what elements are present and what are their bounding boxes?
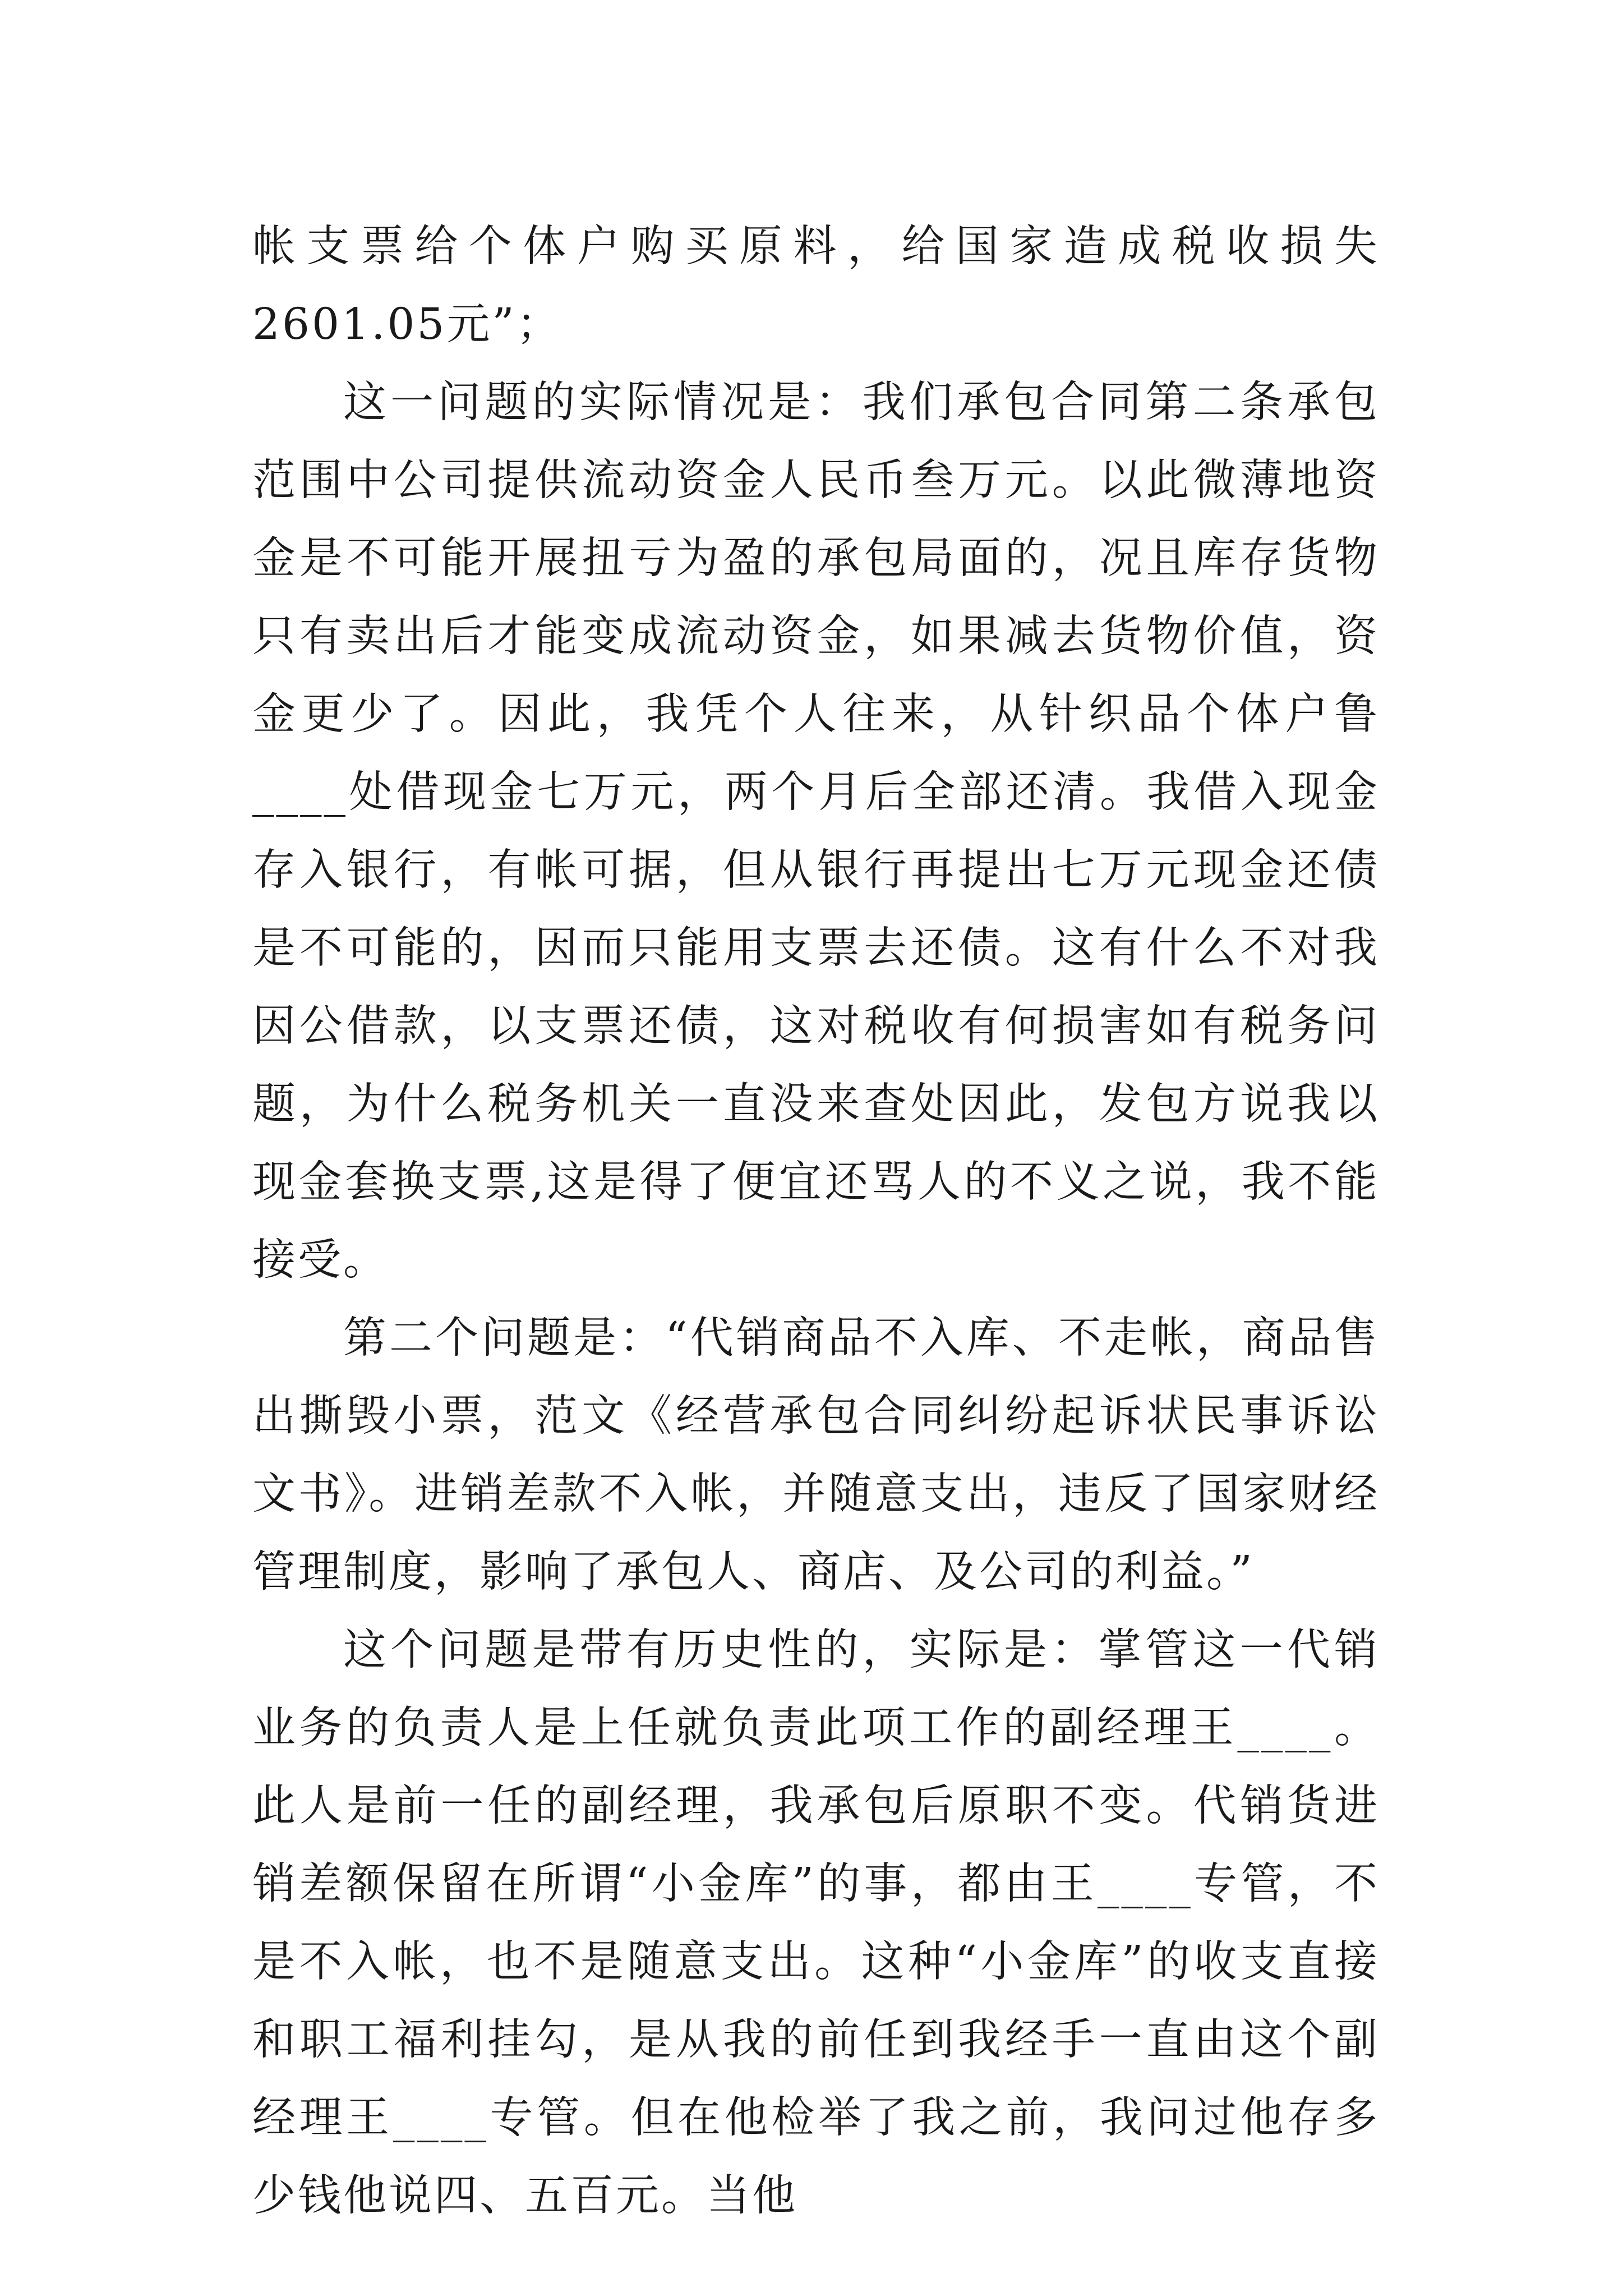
paragraph-historical-issue: 这个问题是带有历史性的，实际是：掌管这一代销业务的负责人是上任就负责此项工作的副经理王____。此人是前一任的副经理，我承包后原职不变。代销货进销差额保留在所谓“小金库”的事，都由王____专管，不是不入帐，也不是随意支出。这种“小金库”的收支直接和职工福利挂勾，是从我的前任到我经手一直由这个副经理王____专管。但在他检举了我之前，我问过他存多少钱他说四、五百元。当他: [252, 1625, 1380, 2221]
body-text: [252, 208, 1380, 2235]
paragraph-actual-situation: 这一问题的实际情况是：我们承包合同第二条承包范围中公司提供流动资金人民币叁万元。以此微薄地资金是不可能开展扭亏为盈的承包局面的，况且库存货物只有卖出后才能变成流动资金，如果减去货物价值，资金更少了。因此，我凭个人往来，从针织品个体户鲁____处借现金七万元，两个月后全部还清。我借入现金存入银行，有帐可据，但从银行再提出七万元现金还债是不可能的，因而只能用支票去还债。这有什么不对我因公借款，以支票还债，这对税收有何损害如有税务问题，为什么税务机关一直没来查处因此，发包方说我以现金套换支票,这是得了便宜还骂人的不义之说，我不能接受。: [252, 378, 1380, 1285]
paragraph-continuation: 帐支票给个体户购买原料，给国家造成税收损失2601.05元”；: [252, 222, 1380, 349]
paragraph-second-issue: 第二个问题是：“代销商品不入库、不走帐，商品售出撕毁小票，范文《经营承包合同纠纷起诉状民事诉讼文书》。进销差款不入帐，并随意支出，违反了国家财经管理制度，影响了承包人、商店、及公司的利益。”: [252, 1313, 1380, 1597]
